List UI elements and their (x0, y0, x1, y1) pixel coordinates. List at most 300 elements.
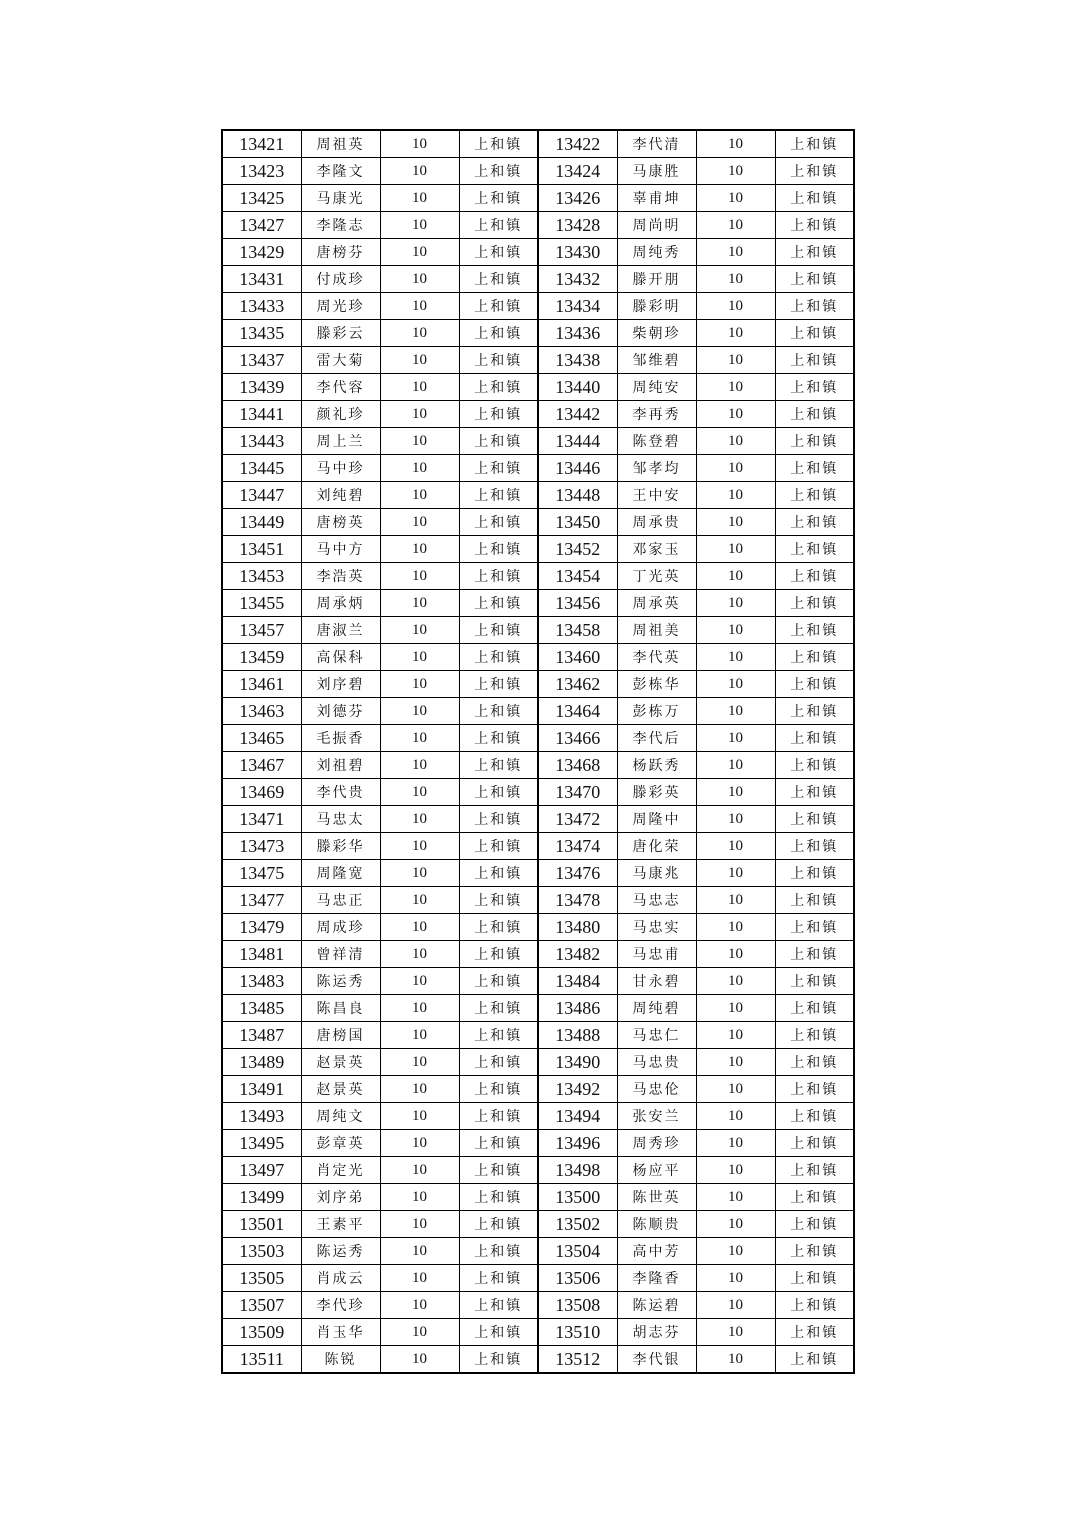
cell-amount: 10 (696, 293, 775, 320)
cell-name: 周尚明 (617, 212, 696, 239)
cell-town: 上和镇 (775, 320, 854, 347)
cell-town: 上和镇 (459, 455, 538, 482)
cell-id: 13444 (538, 428, 617, 455)
cell-id: 13492 (538, 1076, 617, 1103)
cell-town: 上和镇 (459, 833, 538, 860)
cell-id: 13434 (538, 293, 617, 320)
cell-id: 13511 (222, 1346, 301, 1374)
table-row (222, 563, 854, 590)
cell-id: 13448 (538, 482, 617, 509)
cell-name: 李代容 (301, 374, 380, 401)
cell-id: 13450 (538, 509, 617, 536)
cell-id: 13465 (222, 725, 301, 752)
cell-town: 上和镇 (459, 563, 538, 590)
cell-name: 李隆香 (617, 1265, 696, 1292)
cell-name: 陈昌良 (301, 995, 380, 1022)
cell-id: 13491 (222, 1076, 301, 1103)
cell-town: 上和镇 (459, 1292, 538, 1319)
cell-town: 上和镇 (459, 1211, 538, 1238)
cell-town: 上和镇 (775, 293, 854, 320)
cell-town: 上和镇 (775, 347, 854, 374)
cell-name: 马康光 (301, 185, 380, 212)
cell-town: 上和镇 (775, 1211, 854, 1238)
cell-town: 上和镇 (459, 725, 538, 752)
cell-id: 13438 (538, 347, 617, 374)
cell-name: 付成珍 (301, 266, 380, 293)
cell-id: 13453 (222, 563, 301, 590)
cell-name: 马康胜 (617, 158, 696, 185)
cell-id: 13506 (538, 1265, 617, 1292)
cell-town: 上和镇 (775, 1184, 854, 1211)
cell-town: 上和镇 (459, 698, 538, 725)
table-row (222, 779, 854, 806)
table-row (222, 212, 854, 239)
cell-id: 13466 (538, 725, 617, 752)
cell-amount: 10 (696, 779, 775, 806)
cell-name: 陈运秀 (301, 968, 380, 995)
cell-amount: 10 (380, 995, 459, 1022)
table-row (222, 671, 854, 698)
cell-name: 李代英 (617, 644, 696, 671)
cell-id: 13504 (538, 1238, 617, 1265)
cell-town: 上和镇 (459, 185, 538, 212)
cell-name: 周成珍 (301, 914, 380, 941)
cell-town: 上和镇 (775, 563, 854, 590)
cell-id: 13449 (222, 509, 301, 536)
table-row (222, 1319, 854, 1346)
cell-amount: 10 (696, 536, 775, 563)
cell-name: 李代贵 (301, 779, 380, 806)
cell-amount: 10 (696, 1157, 775, 1184)
table-row (222, 347, 854, 374)
table-row (222, 887, 854, 914)
cell-amount: 10 (380, 374, 459, 401)
cell-name: 周承炳 (301, 590, 380, 617)
cell-id: 13502 (538, 1211, 617, 1238)
cell-id: 13470 (538, 779, 617, 806)
cell-amount: 10 (380, 1211, 459, 1238)
cell-id: 13445 (222, 455, 301, 482)
cell-town: 上和镇 (459, 1022, 538, 1049)
table-row (222, 860, 854, 887)
cell-town: 上和镇 (459, 752, 538, 779)
cell-name: 周祖英 (301, 130, 380, 158)
cell-id: 13508 (538, 1292, 617, 1319)
cell-name: 毛振香 (301, 725, 380, 752)
cell-id: 13423 (222, 158, 301, 185)
cell-amount: 10 (380, 752, 459, 779)
cell-amount: 10 (696, 833, 775, 860)
cell-amount: 10 (380, 617, 459, 644)
cell-amount: 10 (380, 401, 459, 428)
cell-town: 上和镇 (775, 1130, 854, 1157)
cell-amount: 10 (380, 941, 459, 968)
cell-name: 王素平 (301, 1211, 380, 1238)
cell-amount: 10 (380, 671, 459, 698)
cell-name: 肖玉华 (301, 1319, 380, 1346)
cell-town: 上和镇 (775, 1319, 854, 1346)
cell-id: 13428 (538, 212, 617, 239)
cell-amount: 10 (696, 752, 775, 779)
cell-name: 马忠伦 (617, 1076, 696, 1103)
cell-amount: 10 (380, 1238, 459, 1265)
cell-amount: 10 (696, 941, 775, 968)
cell-id: 13495 (222, 1130, 301, 1157)
cell-town: 上和镇 (775, 509, 854, 536)
cell-name: 杨跃秀 (617, 752, 696, 779)
cell-amount: 10 (696, 509, 775, 536)
cell-name: 周承贵 (617, 509, 696, 536)
cell-id: 13497 (222, 1157, 301, 1184)
table-row (222, 1130, 854, 1157)
cell-name: 唐淑兰 (301, 617, 380, 644)
cell-id: 13455 (222, 590, 301, 617)
cell-amount: 10 (696, 1076, 775, 1103)
cell-town: 上和镇 (775, 806, 854, 833)
table-row (222, 455, 854, 482)
cell-amount: 10 (696, 563, 775, 590)
cell-town: 上和镇 (775, 1076, 854, 1103)
cell-id: 13429 (222, 239, 301, 266)
cell-town: 上和镇 (459, 806, 538, 833)
cell-name: 马忠甫 (617, 941, 696, 968)
cell-name: 陈运碧 (617, 1292, 696, 1319)
cell-town: 上和镇 (775, 455, 854, 482)
cell-name: 高保科 (301, 644, 380, 671)
cell-amount: 10 (696, 1130, 775, 1157)
cell-amount: 10 (380, 1184, 459, 1211)
cell-name: 滕开朋 (617, 266, 696, 293)
cell-amount: 10 (380, 725, 459, 752)
cell-amount: 10 (696, 860, 775, 887)
cell-town: 上和镇 (459, 347, 538, 374)
cell-amount: 10 (380, 158, 459, 185)
cell-amount: 10 (696, 1292, 775, 1319)
table-row (222, 1103, 854, 1130)
cell-town: 上和镇 (459, 1076, 538, 1103)
cell-town: 上和镇 (459, 1238, 538, 1265)
cell-amount: 10 (696, 1022, 775, 1049)
cell-id: 13512 (538, 1346, 617, 1374)
cell-name: 张安兰 (617, 1103, 696, 1130)
cell-name: 刘纯碧 (301, 482, 380, 509)
cell-id: 13485 (222, 995, 301, 1022)
cell-amount: 10 (696, 698, 775, 725)
table-row (222, 374, 854, 401)
cell-town: 上和镇 (459, 374, 538, 401)
table-row (222, 536, 854, 563)
cell-name: 陈运秀 (301, 1238, 380, 1265)
cell-name: 高中芳 (617, 1238, 696, 1265)
cell-name: 刘序碧 (301, 671, 380, 698)
cell-id: 13503 (222, 1238, 301, 1265)
cell-id: 13424 (538, 158, 617, 185)
cell-name: 赵景英 (301, 1076, 380, 1103)
cell-name: 辜甫坤 (617, 185, 696, 212)
table-row (222, 428, 854, 455)
cell-amount: 10 (380, 293, 459, 320)
cell-amount: 10 (696, 1265, 775, 1292)
cell-town: 上和镇 (459, 482, 538, 509)
cell-amount: 10 (380, 563, 459, 590)
cell-amount: 10 (380, 212, 459, 239)
cell-town: 上和镇 (459, 590, 538, 617)
cell-id: 13431 (222, 266, 301, 293)
cell-name: 陈登碧 (617, 428, 696, 455)
cell-id: 13489 (222, 1049, 301, 1076)
cell-name: 马康兆 (617, 860, 696, 887)
table-row (222, 293, 854, 320)
cell-town: 上和镇 (775, 671, 854, 698)
cell-name: 陈世英 (617, 1184, 696, 1211)
cell-amount: 10 (696, 914, 775, 941)
cell-amount: 10 (380, 887, 459, 914)
cell-name: 周上兰 (301, 428, 380, 455)
roster-table-body (222, 130, 854, 1373)
cell-name: 周纯文 (301, 1103, 380, 1130)
cell-id: 13464 (538, 698, 617, 725)
cell-name: 马忠贵 (617, 1049, 696, 1076)
cell-name: 滕彩华 (301, 833, 380, 860)
cell-town: 上和镇 (459, 887, 538, 914)
cell-id: 13472 (538, 806, 617, 833)
cell-id: 13441 (222, 401, 301, 428)
cell-town: 上和镇 (459, 320, 538, 347)
table-row (222, 509, 854, 536)
cell-town: 上和镇 (775, 725, 854, 752)
cell-amount: 10 (380, 130, 459, 158)
cell-id: 13490 (538, 1049, 617, 1076)
cell-name: 颜礼珍 (301, 401, 380, 428)
cell-amount: 10 (380, 968, 459, 995)
cell-amount: 10 (696, 644, 775, 671)
table-row (222, 1022, 854, 1049)
cell-id: 13447 (222, 482, 301, 509)
cell-name: 丁光英 (617, 563, 696, 590)
cell-name: 邹孝均 (617, 455, 696, 482)
cell-town: 上和镇 (775, 428, 854, 455)
cell-amount: 10 (380, 509, 459, 536)
cell-id: 13469 (222, 779, 301, 806)
cell-amount: 10 (696, 266, 775, 293)
table-row (222, 1076, 854, 1103)
cell-id: 13425 (222, 185, 301, 212)
cell-name: 彭栋万 (617, 698, 696, 725)
cell-town: 上和镇 (775, 995, 854, 1022)
cell-town: 上和镇 (775, 401, 854, 428)
cell-id: 13477 (222, 887, 301, 914)
cell-amount: 10 (380, 590, 459, 617)
cell-amount: 10 (380, 698, 459, 725)
cell-amount: 10 (380, 266, 459, 293)
cell-amount: 10 (696, 1346, 775, 1374)
cell-amount: 10 (380, 320, 459, 347)
cell-town: 上和镇 (775, 185, 854, 212)
cell-name: 周承英 (617, 590, 696, 617)
cell-id: 13430 (538, 239, 617, 266)
cell-id: 13481 (222, 941, 301, 968)
cell-id: 13483 (222, 968, 301, 995)
cell-town: 上和镇 (459, 293, 538, 320)
cell-name: 周纯安 (617, 374, 696, 401)
cell-name: 赵景英 (301, 1049, 380, 1076)
table-row (222, 185, 854, 212)
cell-id: 13507 (222, 1292, 301, 1319)
cell-town: 上和镇 (775, 1103, 854, 1130)
cell-id: 13486 (538, 995, 617, 1022)
cell-name: 陈顺贵 (617, 1211, 696, 1238)
table-row (222, 482, 854, 509)
cell-id: 13421 (222, 130, 301, 158)
table-row (222, 617, 854, 644)
cell-town: 上和镇 (775, 1049, 854, 1076)
cell-amount: 10 (696, 185, 775, 212)
cell-id: 13468 (538, 752, 617, 779)
cell-name: 李隆志 (301, 212, 380, 239)
cell-name: 邹维碧 (617, 347, 696, 374)
cell-town: 上和镇 (775, 1346, 854, 1374)
cell-name: 李代珍 (301, 1292, 380, 1319)
table-row (222, 130, 854, 158)
cell-town: 上和镇 (775, 482, 854, 509)
cell-town: 上和镇 (775, 1157, 854, 1184)
cell-amount: 10 (380, 185, 459, 212)
table-row (222, 1292, 854, 1319)
cell-name: 周纯秀 (617, 239, 696, 266)
table-row (222, 239, 854, 266)
cell-name: 肖定光 (301, 1157, 380, 1184)
cell-amount: 10 (696, 455, 775, 482)
cell-name: 马忠正 (301, 887, 380, 914)
cell-town: 上和镇 (459, 1319, 538, 1346)
table-row (222, 266, 854, 293)
cell-name: 滕彩英 (617, 779, 696, 806)
cell-amount: 10 (696, 1049, 775, 1076)
cell-amount: 10 (380, 1292, 459, 1319)
cell-id: 13471 (222, 806, 301, 833)
cell-amount: 10 (696, 1211, 775, 1238)
cell-name: 王中安 (617, 482, 696, 509)
cell-amount: 10 (696, 482, 775, 509)
cell-town: 上和镇 (775, 266, 854, 293)
cell-amount: 10 (696, 887, 775, 914)
table-row (222, 833, 854, 860)
cell-id: 13442 (538, 401, 617, 428)
cell-name: 马忠实 (617, 914, 696, 941)
cell-id: 13505 (222, 1265, 301, 1292)
cell-amount: 10 (696, 725, 775, 752)
cell-town: 上和镇 (459, 509, 538, 536)
cell-town: 上和镇 (459, 1130, 538, 1157)
cell-name: 周隆宽 (301, 860, 380, 887)
cell-name: 曾祥清 (301, 941, 380, 968)
cell-name: 雷大菊 (301, 347, 380, 374)
cell-name: 周秀珍 (617, 1130, 696, 1157)
cell-town: 上和镇 (459, 1346, 538, 1374)
cell-town: 上和镇 (775, 779, 854, 806)
cell-town: 上和镇 (775, 158, 854, 185)
cell-id: 13467 (222, 752, 301, 779)
cell-name: 马忠志 (617, 887, 696, 914)
cell-name: 滕彩明 (617, 293, 696, 320)
cell-town: 上和镇 (775, 941, 854, 968)
cell-name: 唐化荣 (617, 833, 696, 860)
cell-id: 13510 (538, 1319, 617, 1346)
cell-id: 13474 (538, 833, 617, 860)
cell-town: 上和镇 (459, 968, 538, 995)
cell-town: 上和镇 (775, 1238, 854, 1265)
cell-town: 上和镇 (459, 1157, 538, 1184)
cell-name: 彭栋华 (617, 671, 696, 698)
cell-amount: 10 (380, 347, 459, 374)
cell-id: 13433 (222, 293, 301, 320)
cell-id: 13458 (538, 617, 617, 644)
table-row (222, 968, 854, 995)
cell-town: 上和镇 (459, 644, 538, 671)
cell-id: 13478 (538, 887, 617, 914)
cell-name: 马中珍 (301, 455, 380, 482)
cell-id: 13482 (538, 941, 617, 968)
cell-name: 唐榜英 (301, 509, 380, 536)
cell-amount: 10 (696, 1184, 775, 1211)
cell-amount: 10 (696, 590, 775, 617)
cell-amount: 10 (380, 914, 459, 941)
cell-amount: 10 (696, 158, 775, 185)
table-row (222, 995, 854, 1022)
cell-town: 上和镇 (459, 401, 538, 428)
cell-town: 上和镇 (775, 239, 854, 266)
cell-amount: 10 (380, 1022, 459, 1049)
cell-town: 上和镇 (459, 1184, 538, 1211)
cell-town: 上和镇 (459, 212, 538, 239)
cell-town: 上和镇 (459, 1103, 538, 1130)
cell-town: 上和镇 (459, 914, 538, 941)
cell-town: 上和镇 (459, 1049, 538, 1076)
cell-amount: 10 (696, 617, 775, 644)
cell-name: 周纯碧 (617, 995, 696, 1022)
cell-id: 13487 (222, 1022, 301, 1049)
cell-name: 邓家玉 (617, 536, 696, 563)
cell-name: 周祖美 (617, 617, 696, 644)
cell-name: 李代银 (617, 1346, 696, 1374)
cell-name: 唐榜国 (301, 1022, 380, 1049)
cell-amount: 10 (380, 1130, 459, 1157)
cell-amount: 10 (696, 212, 775, 239)
cell-name: 李再秀 (617, 401, 696, 428)
cell-name: 马忠太 (301, 806, 380, 833)
cell-town: 上和镇 (459, 1265, 538, 1292)
cell-id: 13479 (222, 914, 301, 941)
cell-id: 13500 (538, 1184, 617, 1211)
cell-id: 13432 (538, 266, 617, 293)
cell-amount: 10 (696, 1103, 775, 1130)
cell-name: 刘德芬 (301, 698, 380, 725)
cell-amount: 10 (380, 482, 459, 509)
cell-amount: 10 (696, 995, 775, 1022)
cell-id: 13480 (538, 914, 617, 941)
table-row (222, 1157, 854, 1184)
cell-name: 马忠仁 (617, 1022, 696, 1049)
cell-id: 13461 (222, 671, 301, 698)
cell-amount: 10 (380, 1076, 459, 1103)
cell-amount: 10 (696, 671, 775, 698)
cell-id: 13451 (222, 536, 301, 563)
cell-name: 李隆文 (301, 158, 380, 185)
cell-id: 13439 (222, 374, 301, 401)
cell-town: 上和镇 (775, 1022, 854, 1049)
cell-id: 13437 (222, 347, 301, 374)
cell-town: 上和镇 (459, 130, 538, 158)
